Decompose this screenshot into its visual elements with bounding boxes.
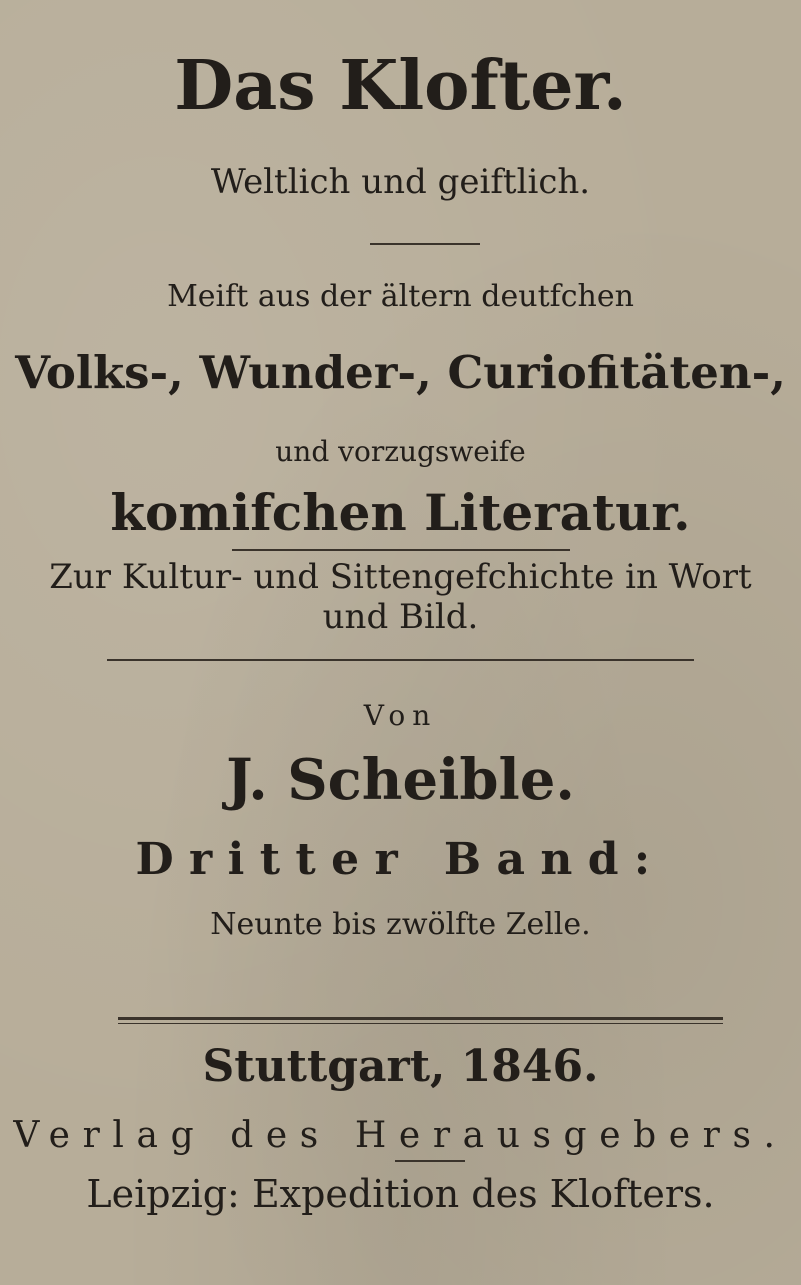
divider-short-1 [370,243,480,245]
book-title: Das Klofter. [174,46,627,126]
by-line: Von [363,699,438,732]
publisher-line: Verlag des Herausgebers. [13,1115,788,1156]
intro-line: Meift aus der ältern deutfchen [167,279,634,314]
series-line-1: Zur Kultur- und Sittengefchichte in Wort [49,557,752,597]
genres-line: Volks-, Wunder-, Curiofitäten-, [15,346,786,399]
place-year: Stuttgart, 1846. [202,1041,599,1092]
volume-line: Dritter Band: [135,834,666,885]
divider-short-2 [395,1160,465,1162]
divider-long-2 [107,659,694,661]
divider-double-bottom [118,1023,723,1024]
author-name: J. Scheible. [226,747,575,813]
divider-double-top [118,1017,723,1020]
genre-main-line: komifchen Literatur. [110,483,691,542]
divider-long-1 [232,549,570,551]
series-line-2: und Bild. [322,597,479,637]
book-subtitle: Weltlich und geiftlich. [210,162,591,202]
volume-contents: Neunte bis zwölfte Zelle. [210,907,591,942]
connector-line: und vorzugsweife [275,435,526,468]
distribution-line: Leipzig: Expedition des Klofters. [86,1172,715,1216]
